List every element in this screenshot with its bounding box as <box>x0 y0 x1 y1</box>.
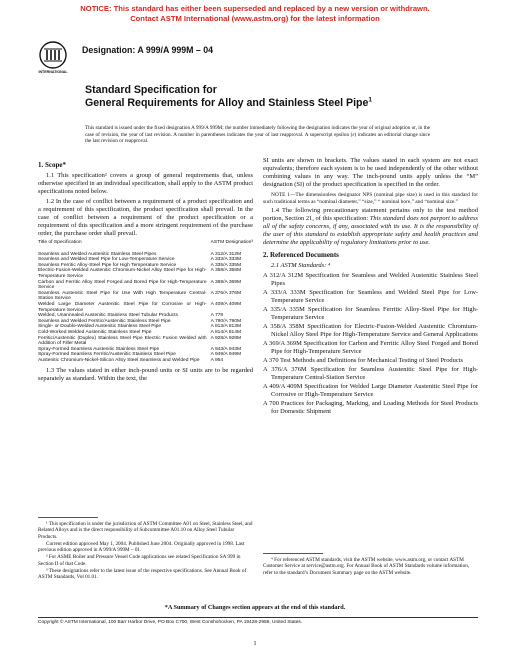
spec-title-cell: Austenitic Chromium-Nickel-Silicon Alloy Steel Seamless and Welded Pipe <box>38 357 200 363</box>
spec-title-cell: Cold-Worked Welded Austenitic Stainless Steel Pipe <box>38 329 152 335</box>
table-row <box>38 330 253 336</box>
spec-designation-cell: A 409/A 409M <box>210 301 242 307</box>
spec-designation-cell: A 928/A 928M <box>210 335 242 341</box>
table-row <box>38 358 253 364</box>
page-number: 1 <box>253 640 257 647</box>
table-header-designation: ASTM Designation³ <box>210 240 253 245</box>
table-row <box>38 302 253 313</box>
reference-item: A 358/A 358M Specification for Electric-Fusion-Welded Austenitic Chromium-Nickel Alloy Steel Pipe for High-Temperature Service and General Applications <box>263 323 478 338</box>
footnote-4: ⁴ For referenced ASTM standards, visit the ASTM website, www.astm.org, or contact ASTM Customer Service at service@astm.org. For Annual Book of ASTM Standards volume information, refer to the standard’s Document Summary page on the ASTM website. <box>263 557 470 576</box>
scope-para-1-3-cont: SI units are shown in brackets. The values stated in each system are not exact equivalents; therefore each system is to be used independently of the other without combining values in any way. The inch-pound units apply unless the “M” designation (SI) of the product specification is specified in the order. <box>263 157 478 188</box>
reference-item: A 376/A 376M Specification for Seamless Austenitic Steel Pipe for High-Temperature Central-Station Service <box>263 366 478 381</box>
spec-designation-cell: A 814/A 814M <box>210 329 242 335</box>
spec-title-cell: Seamless and Welded Austenitic Stainless Steel Pipes <box>38 251 157 257</box>
spec-title-cell: Spray-Formed Seamless Ferritic/Austenitic Stainless Steel Pipe <box>38 352 176 358</box>
spec-designation-cell: A 943/A 943M <box>210 346 242 352</box>
safety-statement: This standard does not purport to address all of the safety concerns, if any, associated with its use. It is the responsibility of the user of this standard to establish appropriate safety and health practices and determine the applicability of regulatory limitations prior to use. <box>263 215 478 246</box>
table-row <box>38 257 253 263</box>
spec-title-cell: Seamless and Welded Ferritic/Austenitic Stainless Steel Pipe <box>38 318 171 324</box>
footnotes-left <box>38 517 253 582</box>
designation: Designation: A 999/A 999M – 04 <box>82 45 214 55</box>
logo-text: INTERNATIONAL <box>38 70 68 74</box>
title-line-1: Standard Specification for <box>85 84 217 96</box>
scope-para-1-2: 1.2 In the case of conflict between a requirement of a product specification and a requirement of this specification, the product specification shall prevail. In the case of conflict between a requirement of the product specification or a requirement of this specification and a more stringent requirement of the purchase order, the purchase order shall prevail. <box>38 198 253 237</box>
spec-title-cell: Carbon and Ferritic Alloy Steel Forged and Bored Pipe for High-Temperature Service <box>38 279 207 291</box>
table-row <box>38 336 253 347</box>
left-column <box>38 157 253 385</box>
notice-line-2: Contact ASTM International (www.astm.org) for the latest information <box>130 13 380 23</box>
scope-heading: 1. Scope* <box>38 161 66 169</box>
right-column <box>263 157 478 417</box>
footnote-divider <box>38 517 98 518</box>
summary-of-changes-note: *A Summary of Changes section appears at the end of this standard. <box>164 604 346 611</box>
reference-item: A 335/A 335M Specification for Seamless Ferritic Alloy-Steel Pipe for High-Temperature Service <box>263 306 478 321</box>
document-title <box>85 84 445 109</box>
spec-table <box>38 240 253 363</box>
spec-designation-cell: A 333/A 333M <box>210 257 242 263</box>
astm-logo-icon <box>38 40 68 78</box>
table-row <box>38 280 253 291</box>
spec-designation-cell: A 790/A 790M <box>210 318 242 324</box>
spec-title-cell: Seamless Austenitic Steel Pipe for Use With High Temperature Central-Station Service <box>38 290 207 302</box>
spec-title-cell: Seamless Ferritic Alloy-Steel Pipe for High Temperature Service <box>38 262 177 268</box>
spec-designation-cell: A 312/A 312M <box>210 251 242 257</box>
notice-line-1: NOTICE: This standard has either been superseded and replaced by a new version or withdrawn. <box>80 4 430 13</box>
footnote-1-edition: Current edition approved May 1, 2004. Published June 2004. Originally approved in 1998. Last previous edition approved in A 999/A 999M – 01. <box>38 540 245 554</box>
scope-para-1-4: 1.4 The following precautionary statement pertains only to the test method portion, Section 21, of this specification: This standard does not purport to address all of the safety concerns, if any, associated with its use. It is the responsibility of the user of this standard to establish appropriate safety and health practices and determine the applicability of regulatory limitations prior to use. <box>263 207 478 246</box>
spec-designation-cell: A 778 <box>210 313 224 319</box>
footnote-1: ¹ This specification is under the jurisdiction of ASTM Committee A01 on Steel, Stainless Steel, and Related Alloys and is the direct responsibility of Subcommittee A01.10 on Alloy Steel Tubular Products. <box>38 521 253 540</box>
references-list <box>263 272 478 416</box>
table-row <box>38 268 253 279</box>
spec-title-cell: Ferritic/Austenitic (Duplex) Stainless Steel Pipe Electric Fusion Welded with Addition of Filler Metal <box>38 335 207 347</box>
spec-designation-cell: A 335/A 335M <box>210 262 242 268</box>
footnote-3: ³ These designations refer to the latest issue of the respective specifications. See Annual Book of ASTM Standards, Vol 01.01. <box>38 568 247 581</box>
title-footnote-ref: 1 <box>368 95 372 103</box>
spec-title-cell: Single- or Double-Welded Austenitic Stainless Steel Pipe <box>38 324 162 330</box>
reference-item: A 369/A 369M Specification for Carbon and Ferritic Alloy Steel Forged and Bored Pipe for High-Temperature Service <box>263 340 478 355</box>
table-row <box>38 313 253 319</box>
spec-title-cell: Welded Large Diameter Austenitic Steel Pipe for Corrosive or High-Temperature Service <box>38 301 207 313</box>
references-heading: 2. Referenced Documents <box>263 251 339 259</box>
reference-item: A 370 Test Methods and Definitions for Mechanical Testing of Steel Products <box>263 357 463 364</box>
spec-designation-cell: A 813/A 813M <box>210 324 242 330</box>
footnote-2: ² For ASME Boiler and Pressure Vessel Code applications see related Specification SA 999 in Section II of that Code. <box>38 554 241 567</box>
spec-title-cell: Welded, Unannealed Austenitic Stainless Steel Tubular Products <box>38 313 178 319</box>
table-row <box>38 291 253 302</box>
spec-designation-cell: A 949/A 949M <box>210 352 242 358</box>
notice-banner <box>0 4 510 23</box>
abstract: This standard is issued under the fixed designation A 999/A 999M; the number immediately following the designation indicates the year of original adoption or, in the case of revision, the year of last revision. A number in parentheses indicates the year of last reapproval. A superscript epsilon (ε) indicates an editorial change since the last revision or reapproval. <box>85 125 430 145</box>
spec-title-cell: Spray-Formed Seamless Austenitic Stainless Steel Pipe <box>38 346 160 352</box>
copyright: Copyright © ASTM International, 100 Barr Harbor Drive, PO Box C700, West Conshohocken, PA 19428-2959, United States. <box>38 617 478 625</box>
table-header-title: Title of Specification <box>38 240 82 245</box>
reference-item: A 333/A 333M Specification for Seamless and Welded Steel Pipe for Low-Temperature Service <box>263 289 478 304</box>
note-1: NOTE 1—The dimensionless designator NPS (nominal pipe size) is used in this standard for such traditional terms as “nominal diameter,” “size,” “ nominal bore,” and “nominal size.” <box>263 192 478 205</box>
title-line-2: General Requirements for Alloy and Stainless Steel Pipe$^1$ <box>85 95 372 109</box>
reference-item: A 312/A 312M Specification for Seamless and Welded Austenitic Stainless Steel Pipes <box>263 272 478 287</box>
spec-designation-cell: A 369/A 369M <box>210 279 242 285</box>
footnote-divider <box>263 553 323 554</box>
reference-item: A 700 Practices for Packaging, Marking, and Loading Methods for Steel Products for Domestic Shipment <box>263 400 478 415</box>
scope-para-1-3: 1.3 The values stated in either inch-pound units or SI units are to be regarded separately as standard. Within the text, the <box>38 367 253 383</box>
table-row <box>38 249 253 258</box>
spec-designation-cell: A 358/A 358M <box>210 268 242 274</box>
footnotes-right <box>263 553 478 577</box>
spec-designation-cell: A 376/A 376M <box>210 290 242 296</box>
spec-title-cell: Seamless and Welded Steel Pipe for Low-Temperature Service <box>38 257 175 263</box>
scope-para-1-1: 1.1 This specification² covers a group of general requirements that, unless otherwise specified in an individual specification, shall apply to the ASTM product specifications noted below. <box>38 172 253 195</box>
spec-designation-cell: A 954 <box>210 357 224 363</box>
reference-item: A 409/A 409M Specification for Welded Large Diameter Austenitic Steel Pipe for Corrosive or High-Temperature Service <box>263 383 478 398</box>
references-subheading: 2.1 ASTM Standards: ⁴ <box>271 262 331 269</box>
spec-title-cell: Electric-Fusion-Welded Austenitic Chromium-Nickel Alloy Steel Pipe for High-Temperature Service <box>38 268 207 279</box>
